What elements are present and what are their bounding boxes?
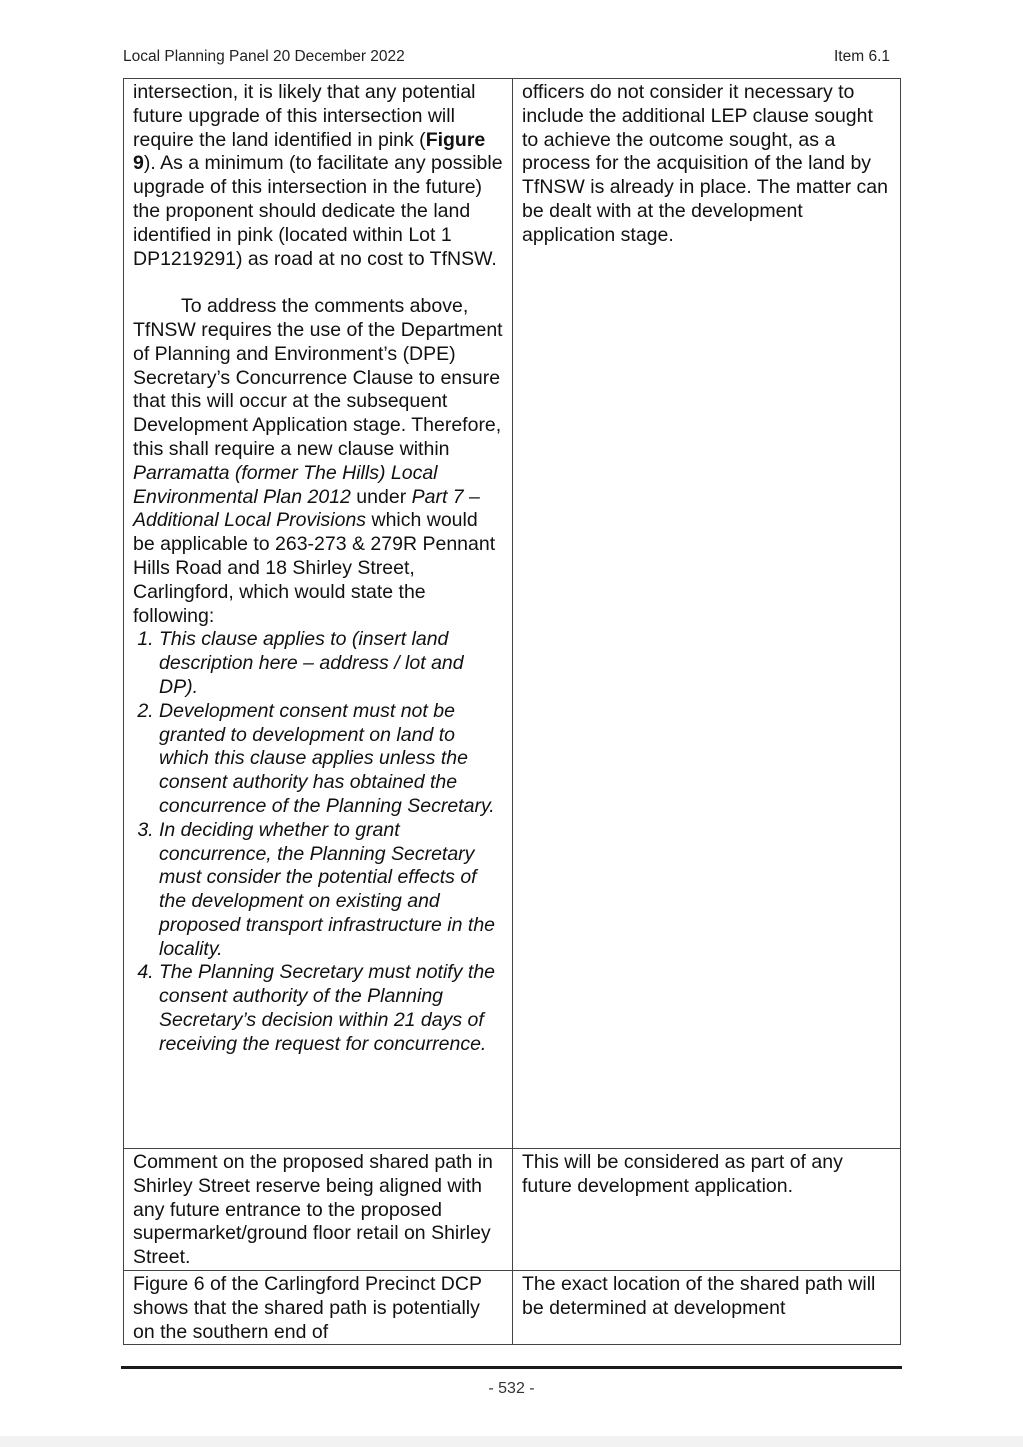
response-cell <box>513 1149 901 1271</box>
response-cell <box>513 79 901 1149</box>
response-paragraph: The exact location of the shared path will be determined at development <box>522 1272 876 1319</box>
submissions-table <box>123 78 901 1345</box>
header-item-number: Item 6.1 <box>834 48 890 65</box>
table-row <box>124 79 901 1149</box>
list-item: 1. This clause applies to (insert land description here – address / lot and DP). <box>159 628 503 699</box>
page-number: - 532 - <box>488 1380 535 1397</box>
submission-cell <box>124 79 513 1149</box>
response-paragraph: officers do not consider it necessary to include the additional LEP clause sought to achieve the outcome sought, as a process for the acquisition of the land by TfNSW is already in place. The matter can be dealt with at the development application stage. <box>522 81 888 246</box>
list-item: 3. In deciding whether to grant concurrence, the Planning Secretary must consider the potential effects of the development on existing and proposed transport infrastructure in the locality. <box>159 819 503 962</box>
submission-paragraph: Comment on the proposed shared path in Shirley Street reserve being aligned with any future entrance to the proposed supermarket/ground floor retail on Shirley Street. <box>133 1151 493 1269</box>
lep-title: Parramatta (former The Hills) Local Environmental Plan 2012 <box>133 461 438 508</box>
response-cell <box>513 1270 901 1344</box>
header-meeting-title: Local Planning Panel 20 December 2022 <box>123 48 405 65</box>
submission-cell <box>124 1149 513 1271</box>
list-item: 2. Development consent must not be granted to development on land to which this clause applies unless the consent authority has obtained the concurrence of the Planning Secretary. <box>159 700 503 819</box>
page-bottom-edge <box>0 1436 1023 1447</box>
submission-paragraph: Figure 6 of the Carlingford Precinct DCP shows that the shared path is potentially on the southern end of <box>133 1272 482 1343</box>
table-row <box>124 1149 901 1271</box>
table-row <box>124 1270 901 1344</box>
list-item: 4. The Planning Secretary must notify the consent authority of the Planning Secretary’s decision within 21 days of receiving the request for concurrence. <box>159 961 503 1056</box>
lep-part: Part 7 – Additional Local Provisions <box>133 485 480 532</box>
submission-paragraph: intersection, it is likely that any potential future upgrade of this intersection will require the land identified in pink (Figure 9). As a minimum (to facilitate any possible upgrade of this intersection in the future) the proponent should dedicate the land identified in pink (located within Lot 1 DP1219291) as road at no cost to TfNSW. <box>133 81 503 270</box>
submission-cell <box>124 1270 513 1344</box>
response-paragraph: This will be considered as part of any future development application. <box>522 1151 843 1197</box>
submission-paragraph: To address the comments above, TfNSW requires the use of the Department of Planning and Environment’s (DPE) Secretary’s Concurrence Clause to ensure that this will occur at the subsequent Development Application stage. Therefore, this shall require a new clause within Parramatta (former The Hills) Local Environmental Plan 2012 under Part 7 – Additional Local Provisions which would be applicable to 263-273 & 279R Pennant Hills Road and 18 Shirley Street, Carlingford, which would state the following: <box>133 295 503 627</box>
figure-reference: Figure 9 <box>133 128 486 175</box>
footer-divider <box>121 1366 902 1369</box>
concurrence-clause-list <box>133 628 503 1056</box>
